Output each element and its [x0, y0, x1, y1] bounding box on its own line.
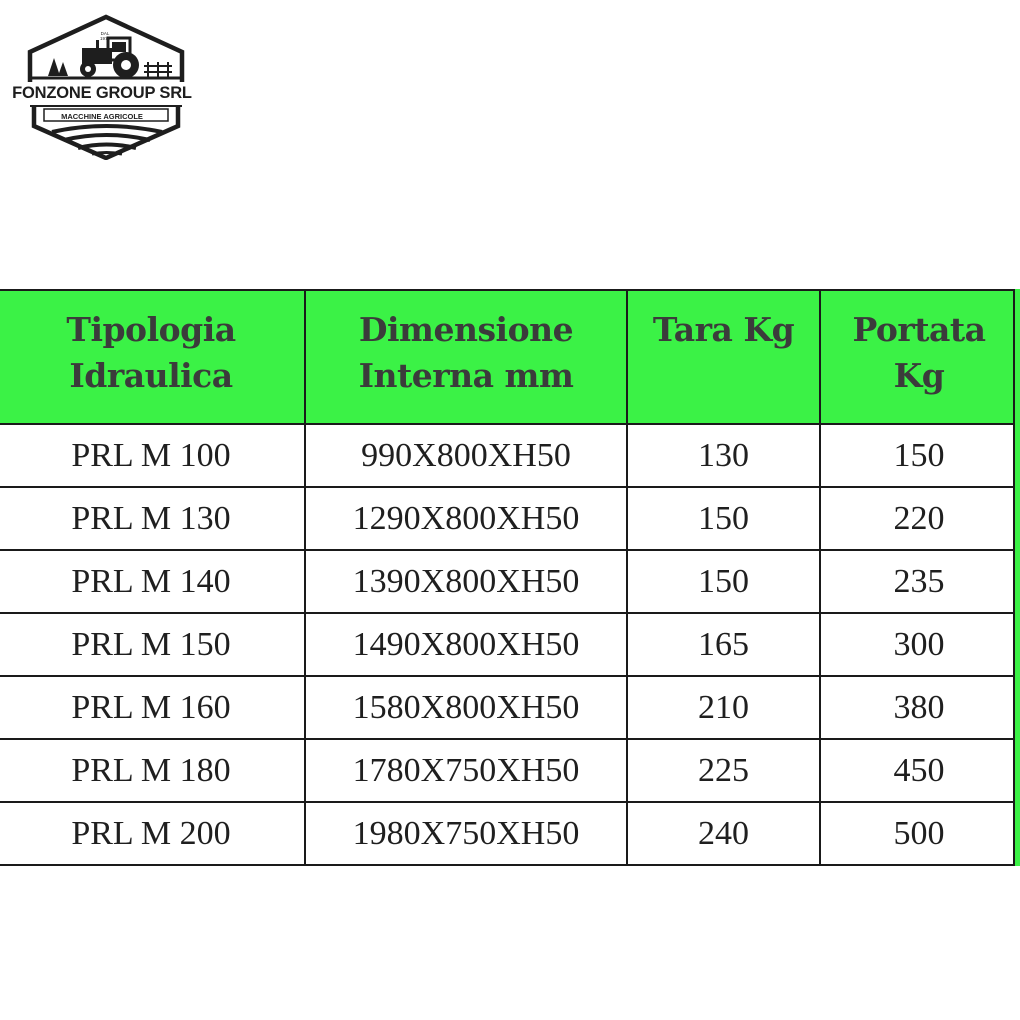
cell-tipologia: PRL M 130 [0, 487, 305, 550]
table-row [0, 739, 1018, 802]
table-row [0, 424, 1018, 487]
cell-dimensione: 1580X800XH50 [305, 676, 627, 739]
logo-since: DAL 1976 [99, 31, 110, 41]
tractor-icon [80, 38, 139, 78]
table-row [0, 550, 1018, 613]
cell-tipologia: PRL M 150 [0, 613, 305, 676]
table-row [0, 802, 1018, 865]
cell-tipologia: PRL M 160 [0, 676, 305, 739]
cell-dimensione: 990X800XH50 [305, 424, 627, 487]
cell-tara: 130 [627, 424, 820, 487]
cell-portata: 220 [820, 487, 1018, 550]
cell-tara: 150 [627, 487, 820, 550]
cell-dimensione: 1490X800XH50 [305, 613, 627, 676]
spec-table [0, 289, 1019, 866]
company-tagline: MACCHINE AGRICOLE [61, 112, 143, 121]
cell-tara: 225 [627, 739, 820, 802]
company-name: FONZONE GROUP SRL [12, 84, 192, 102]
company-logo [12, 14, 192, 160]
cell-portata: 500 [820, 802, 1018, 865]
cell-portata: 450 [820, 739, 1018, 802]
cell-tara: 210 [627, 676, 820, 739]
cell-tara: 165 [627, 613, 820, 676]
header-dimensione: Dimensione Interna mm [305, 290, 627, 424]
cell-dimensione: 1290X800XH50 [305, 487, 627, 550]
table-row [0, 676, 1018, 739]
header-tipologia: Tipologia Idraulica [0, 290, 305, 424]
cell-tipologia: PRL M 180 [0, 739, 305, 802]
cell-tipologia: PRL M 200 [0, 802, 305, 865]
cell-tara: 150 [627, 550, 820, 613]
cell-portata: 150 [820, 424, 1018, 487]
cell-tipologia: PRL M 140 [0, 550, 305, 613]
header-portata: Portata Kg [820, 290, 1018, 424]
table-edge-bar [1013, 289, 1020, 866]
cell-portata: 235 [820, 550, 1018, 613]
cell-tipologia: PRL M 100 [0, 424, 305, 487]
cell-portata: 300 [820, 613, 1018, 676]
table-header [0, 290, 1018, 424]
cell-dimensione: 1980X750XH50 [305, 802, 627, 865]
cell-portata: 380 [820, 676, 1018, 739]
header-row [0, 290, 1018, 424]
table-row [0, 613, 1018, 676]
cell-dimensione: 1390X800XH50 [305, 550, 627, 613]
table-row [0, 487, 1018, 550]
table-body [0, 424, 1018, 865]
cell-dimensione: 1780X750XH50 [305, 739, 627, 802]
header-tara: Tara Kg [627, 290, 820, 424]
cell-tara: 240 [627, 802, 820, 865]
